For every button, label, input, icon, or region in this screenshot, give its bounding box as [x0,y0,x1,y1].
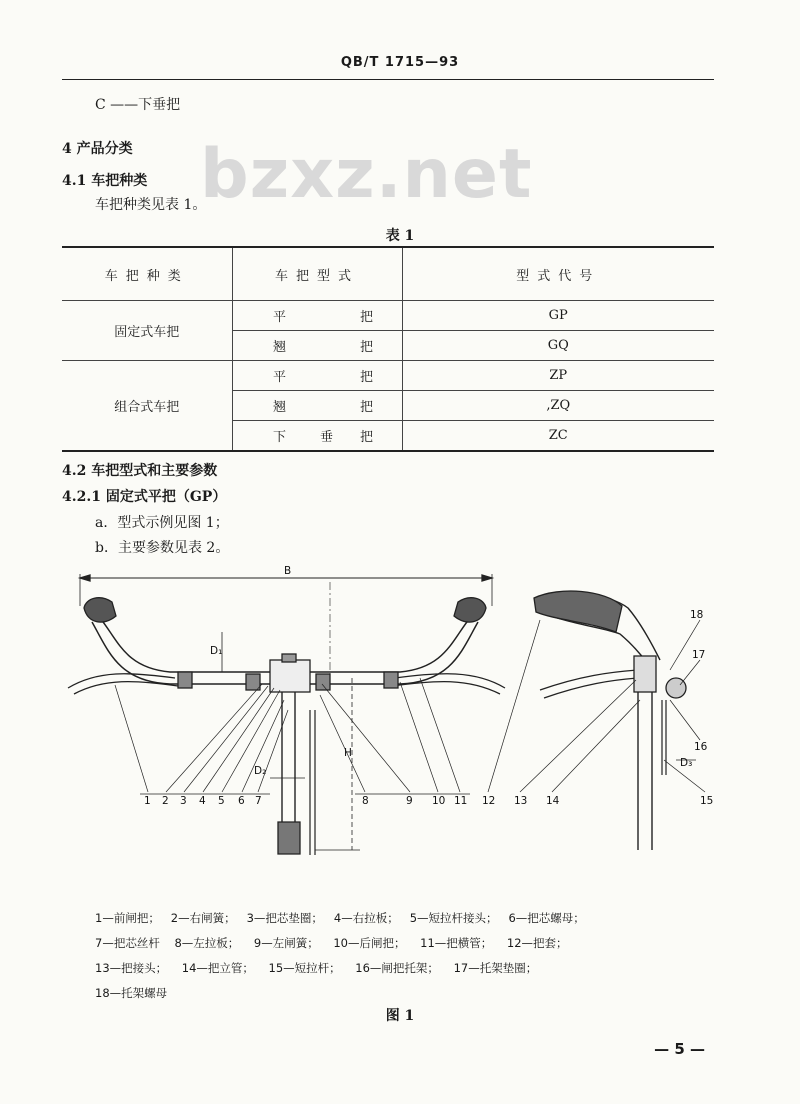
dimension-b-label: B [284,565,292,577]
page-header: QB/T 1715—93 [340,55,460,70]
table-header-form: 车把型式 [232,247,402,301]
left-grip [84,598,116,622]
legend-row: 18—托架螺母 [95,986,168,1000]
section-4-2-1-title: 4.2.1 固定式平把（GP） [62,489,227,505]
table-header-row [62,247,714,301]
table-header-code: 型式代号 [402,247,714,301]
callout-10: 10 [432,795,446,807]
figure-1-caption: 图 1 [385,1008,415,1024]
callout-14: 14 [546,795,560,807]
header-rule [62,79,714,80]
dimension-d3-label: D₃ [680,757,693,769]
figure-1-drawing [0,560,800,900]
callout-5: 5 [218,795,225,807]
table-cell-code: GQ [402,331,714,361]
table-cell-form: 翘 把 [232,331,402,361]
table-cell-code: ZP [402,361,714,391]
item-c: C ——下垂把 [95,97,181,113]
legend-row: 7—把芯丝杆 8—左拉板； 9—左闸簧； 10—后闸把； 11—把横管； 12—把套； [95,936,568,950]
callout-6: 6 [238,795,245,807]
right-grip [454,598,486,622]
callout-13: 13 [514,795,528,807]
callout-12: 12 [482,795,496,807]
section-4-1-title: 4.1 车把种类 [62,173,148,189]
callout-4: 4 [199,795,206,807]
side-view-grip [534,591,622,632]
table-cell-form: 平 把 [232,361,402,391]
dimension-h-label: H [344,747,352,759]
callout-17: 17 [692,649,706,661]
section-4-title: 4 产品分类 [62,141,133,157]
table-row [62,361,714,391]
table-row [62,301,714,331]
table-1 [62,246,714,452]
callout-3: 3 [180,795,187,807]
right-clamp [384,672,398,688]
table-cell-form: 翘 把 [232,391,402,421]
callout-1: 1 [144,795,151,807]
table-header-kind: 车把种类 [104,268,189,284]
dimension-d1-label: D₁ [210,645,223,657]
item-b: b．主要参数见表 2。 [95,540,230,556]
legend-row: 13—把接头； 14—把立管； 15—短拉杆； 16—闸把托架； 17—托架垫圈； [95,961,538,975]
left-clamp [178,672,192,688]
table-cell-kind: 组合式车把 [62,361,232,452]
table-1-caption: 表 1 [385,228,415,244]
callout-16: 16 [694,741,708,753]
watermark: bzxz.net [200,135,533,214]
dimension-d2-label: D₂ [254,765,267,777]
left-brake-lever [68,674,175,688]
stem-head [270,660,310,692]
table-cell-form: 下 垂 把 [232,421,402,452]
page-number: — 5 — [654,1040,705,1058]
table-cell-kind: 固定式车把 [62,301,232,361]
callout-15: 15 [700,795,714,807]
callout-11: 11 [454,795,468,807]
callout-8: 8 [362,795,369,807]
callout-7: 7 [255,795,262,807]
right-brake-lever [395,674,505,688]
section-4-1-text: 车把种类见表 1。 [95,197,207,213]
table-cell-code: ,ZQ [402,391,714,421]
table-cell-form: 平 把 [232,301,402,331]
callout-18: 18 [690,609,704,621]
callout-9: 9 [406,795,413,807]
legend-row: 1—前闸把； 2—右闸簧； 3—把芯垫圈； 4—右拉板； 5—短拉杆接头； 6—把芯螺母； [95,911,585,925]
table-cell-code: GP [402,301,714,331]
table-cell-code: ZC [402,421,714,452]
callout-2: 2 [162,795,169,807]
side-view-clamp [634,656,656,692]
section-4-2-title: 4.2 车把型式和主要参数 [62,463,218,479]
item-a: a．型式示例见图 1； [95,515,229,531]
